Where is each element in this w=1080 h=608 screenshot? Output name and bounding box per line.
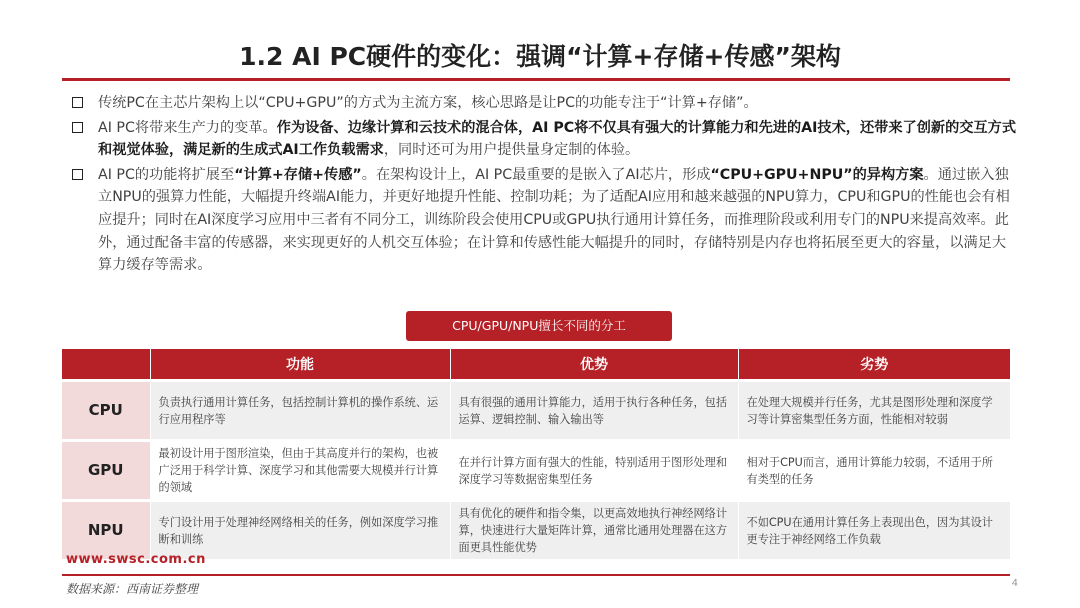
bullet-text: 。在架构设计上，AI PC最重要的是嵌入了AI芯片，形成 [361, 166, 711, 183]
bullet-bold-text: 作为设备、边缘计算和云技术的混合体，AI PC将不仅具有强大的计算能力和先进的AI技术，还带来了创新的交互方式和视觉体验，满足新的生成式AI工作负载需求 [98, 119, 1017, 159]
row-header-gpu: GPU [62, 441, 150, 501]
title-divider [62, 78, 1010, 81]
bullet-text: 。通过嵌入独立NPU的强算力性能，大幅提升终端AI能力，并更好地提升性能、控制功耗；为了适配AI应用和越来越强的NPU算力，CPU和GPU的性能也会有相应提升；同时在AI深度学习应用中三者有不同分工，训练阶段会使用CPU或GPU执行通用计算任务，而推理阶段或利用专门的NPU来提高效率。此外，通过配备丰富的传感器，来实现更好的人机交互体验；在计算和传感性能大幅提升的同时，存储特别是内存也将拓展至更大的容量，以满足大算力缓存等需求。 [98, 166, 1010, 274]
column-header-disadvantage: 劣势 [738, 349, 1010, 381]
page-number: 4 [1011, 578, 1018, 589]
bullet-item-1 [70, 92, 1020, 115]
table-cell: 相对于CPU而言，通用计算能力较弱，不适用于所有类型的任务 [738, 441, 1010, 501]
table-cell: 专门设计用于处理神经网络相关的任务，例如深度学习推断和训练 [150, 501, 450, 560]
checkbox-square-icon [72, 122, 83, 133]
table-cell: 具有很强的通用计算能力，适用于执行各种任务，包括运算、逻辑控制、输入输出等 [450, 381, 738, 441]
table-cell: 具有优化的硬件和指令集，以更高效地执行神经网络计算，快速进行大量矩阵计算，通常比通用处理器在这方面更具性能优势 [450, 501, 738, 560]
column-header-function: 功能 [150, 349, 450, 381]
table-header-row [62, 349, 1010, 381]
row-header-npu: NPU [62, 501, 150, 560]
column-header-advantage: 优势 [450, 349, 738, 381]
table-cell: 不如CPU在通用计算任务上表现出色，因为其设计更专注于神经网络工作负载 [738, 501, 1010, 560]
footer-data-source: 数据来源：西南证券整理 [66, 582, 199, 596]
table-row [62, 501, 1010, 560]
bullet-text: ，同时还可为用户提供量身定制的体验。 [383, 142, 640, 159]
bullet-item-3 [70, 164, 1020, 277]
comparison-table [62, 349, 1010, 559]
table-cell: 在并行计算方面有强大的性能，特别适用于图形处理和深度学习等数据密集型任务 [450, 441, 738, 501]
checkbox-square-icon [72, 97, 83, 108]
table-row [62, 381, 1010, 441]
page-title: 1.2 AI PC硬件的变化：强调“计算+存储+传感”架构 [239, 42, 841, 71]
table-cell: 最初设计用于图形渲染，但由于其高度并行的架构，也被广泛用于科学计算、深度学习和其他需要大规模并行计算的领域 [150, 441, 450, 501]
bullet-list [70, 92, 1020, 279]
column-header-blank [62, 349, 150, 381]
bullet-text: AI PC的功能将扩展至 [98, 166, 235, 183]
table-cell: 负责执行通用计算任务，包括控制计算机的操作系统、运行应用程序等 [150, 381, 450, 441]
row-header-cpu: CPU [62, 381, 150, 441]
bullet-bold-text: “计算+存储+传感” [234, 166, 362, 183]
bullet-text: AI PC将带来生产力的变革。 [98, 119, 277, 136]
table-row [62, 441, 1010, 501]
table-caption: CPU/GPU/NPU擅长不同的分工 [406, 311, 672, 341]
footer-divider [62, 574, 1010, 576]
footer-website-link[interactable]: www.swsc.com.cn [66, 552, 206, 567]
checkbox-square-icon [72, 169, 83, 180]
table-cell: 在处理大规模并行任务，尤其是图形处理和深度学习等计算密集型任务方面，性能相对较弱 [738, 381, 1010, 441]
bullet-text: 传统PC在主芯片架构上以“CPU+GPU”的方式为主流方案，核心思路是让PC的功能专注于“计算+存储”。 [98, 95, 758, 111]
bullet-bold-text: “CPU+GPU+NPU”的异构方案 [710, 166, 924, 183]
bullet-item-2 [70, 117, 1020, 162]
